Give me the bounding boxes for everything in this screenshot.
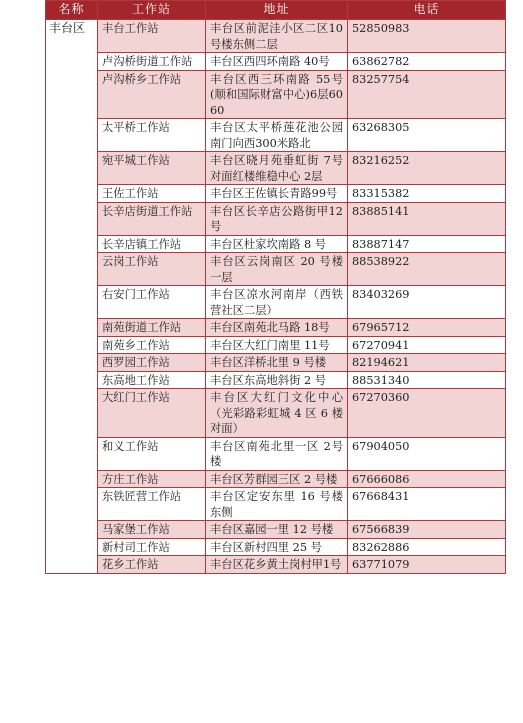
table-row [46,488,506,521]
table-row [46,371,506,389]
phone-cell: 67270941 [348,336,506,354]
phone-cell: 82194621 [348,354,506,372]
table-body [46,20,506,574]
station-cell: 南苑乡工作站 [98,336,206,354]
phone-cell: 67668431 [348,488,506,521]
phone-cell: 67566839 [348,521,506,539]
phone-cell: 52850983 [348,20,506,53]
address-cell: 丰台区洋桥北里 9 号楼 [206,354,348,372]
header-name: 名称 [46,1,98,20]
station-cell: 右安门工作站 [98,286,206,319]
address-cell: 丰台区云岗南区 20 号楼一层 [206,253,348,286]
phone-cell: 88538922 [348,253,506,286]
address-cell: 丰台区王佐镇长青路99号 [206,185,348,203]
table-row [46,286,506,319]
phone-cell: 88531340 [348,371,506,389]
station-cell: 西罗园工作站 [98,354,206,372]
address-cell: 丰台区新村四里 25 号 [206,538,348,556]
address-cell: 丰台区嘉园一里 12 号楼 [206,521,348,539]
header-station: 工作站 [98,1,206,20]
phone-cell: 63862782 [348,53,506,71]
station-cell: 卢沟桥乡工作站 [98,70,206,119]
address-cell: 丰台区前泥洼小区二区10号楼东侧二层 [206,20,348,53]
station-cell: 东高地工作站 [98,371,206,389]
station-cell: 花乡工作站 [98,556,206,574]
address-cell: 丰台区南苑北马路 18号 [206,319,348,337]
station-cell: 卢沟桥街道工作站 [98,53,206,71]
table-row [46,336,506,354]
address-cell: 丰台区芳群园三区 2 号楼 [206,470,348,488]
phone-cell: 67904050 [348,437,506,470]
header-phone: 电话 [348,1,506,20]
table-header [46,1,506,20]
address-cell: 丰台区凉水河南岸（西铁营社区二层） [206,286,348,319]
station-cell: 长辛店街道工作站 [98,202,206,235]
station-cell: 新村司工作站 [98,538,206,556]
table-row [46,253,506,286]
address-cell: 丰台区南苑北里一区 2号楼 [206,437,348,470]
table-row [46,538,506,556]
table-row [46,152,506,185]
table-row [46,319,506,337]
phone-cell: 83887147 [348,235,506,253]
table-row [46,556,506,574]
phone-cell: 83216252 [348,152,506,185]
phone-cell: 83403269 [348,286,506,319]
station-cell: 丰台工作站 [98,20,206,53]
table-row [46,235,506,253]
phone-cell: 63268305 [348,119,506,152]
station-cell: 太平桥工作站 [98,119,206,152]
station-cell: 大红门工作站 [98,389,206,438]
header-row [46,1,506,20]
table-row [46,470,506,488]
table-row [46,354,506,372]
address-cell: 丰台区大红门南里 11号 [206,336,348,354]
table-row [46,185,506,203]
address-cell: 丰台区长辛店公路街甲12号 [206,202,348,235]
station-cell: 和义工作站 [98,437,206,470]
address-cell: 丰台区晓月苑垂虹街 7号对面红楼维稳中心 2层 [206,152,348,185]
station-cell: 东铁匠营工作站 [98,488,206,521]
address-cell: 丰台区杜家坎南路 8 号 [206,235,348,253]
table-row [46,437,506,470]
phone-cell: 67270360 [348,389,506,438]
address-cell: 丰台区西三环南路 55号(顺和国际财富中心)6层6060 [206,70,348,119]
phone-cell: 83257754 [348,70,506,119]
phone-cell: 83262886 [348,538,506,556]
address-cell: 丰台区大红门文化中心（光彩路彩虹城 4 区 6 楼对面） [206,389,348,438]
address-cell: 丰台区东高地斜街 2 号 [206,371,348,389]
table-row [46,20,506,53]
station-cell: 南苑街道工作站 [98,319,206,337]
phone-cell: 83315382 [348,185,506,203]
station-cell: 长辛店镇工作站 [98,235,206,253]
table-row [46,53,506,71]
address-cell: 丰台区定安东里 16 号楼东侧 [206,488,348,521]
phone-cell: 63771079 [348,556,506,574]
address-cell: 丰台区西四环南路 40号 [206,53,348,71]
station-cell: 云岗工作站 [98,253,206,286]
table-row [46,119,506,152]
address-cell: 丰台区太平桥莲花池公园南门向西300米路北 [206,119,348,152]
phone-cell: 67965712 [348,319,506,337]
station-cell: 方庄工作站 [98,470,206,488]
station-cell: 马家堡工作站 [98,521,206,539]
phone-cell: 83885141 [348,202,506,235]
header-address: 地址 [206,1,348,20]
table-row [46,389,506,438]
address-cell: 丰台区花乡黄土岗村甲1号 [206,556,348,574]
table-row [46,521,506,539]
phone-cell: 67666086 [348,470,506,488]
station-cell: 王佐工作站 [98,185,206,203]
table-row [46,202,506,235]
station-table [45,0,506,574]
district-cell: 丰台区 [46,20,98,574]
station-cell: 宛平城工作站 [98,152,206,185]
table-row [46,70,506,119]
